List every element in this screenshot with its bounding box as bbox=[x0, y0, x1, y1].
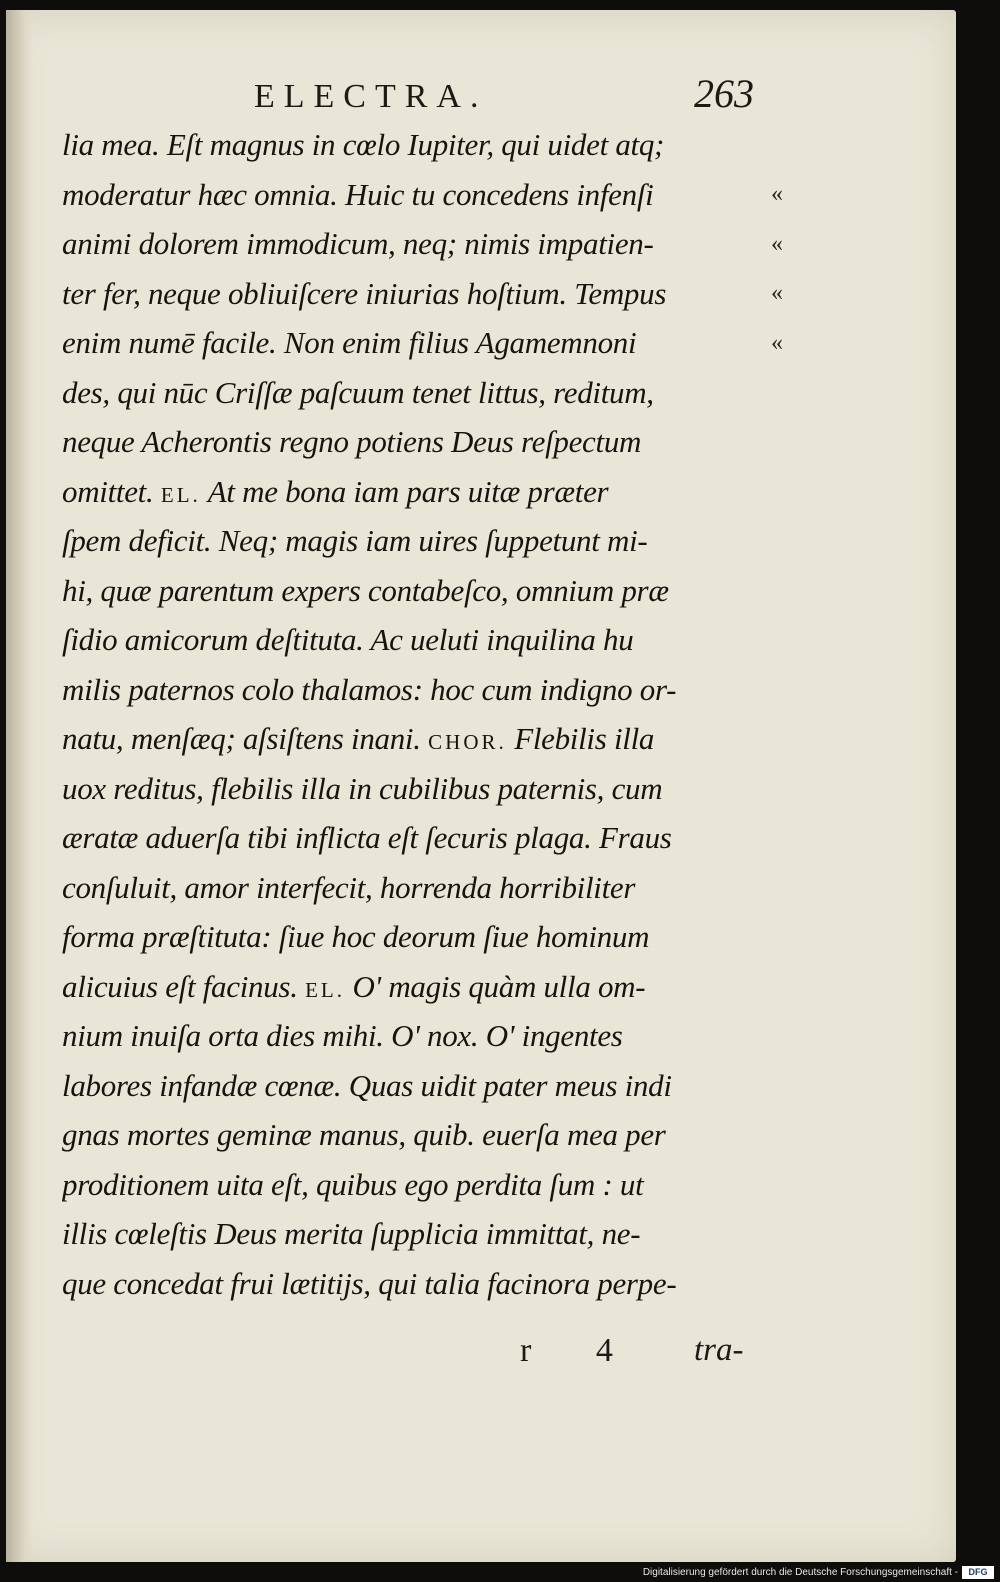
margin-quote-mark: « bbox=[771, 280, 783, 306]
text-line: ter fer, neque obliuiſcere iniurias hoſtium. Tempus bbox=[62, 275, 667, 311]
text-line: æratæ aduerſa tibi inflicta eſt ſecuris plaga. Fraus bbox=[62, 820, 672, 855]
speaker-label: EL. bbox=[305, 977, 346, 1002]
text-line: des, qui nūc Criſſæ paſcuum tenet littus, reditum, bbox=[62, 374, 654, 410]
margin-quote-mark: « bbox=[771, 181, 783, 207]
book-page bbox=[6, 10, 956, 1562]
text-line: gnas mortes geminæ manus, quib. euerſa mea per bbox=[62, 1117, 666, 1152]
margin-quote-mark: « bbox=[771, 329, 783, 356]
catchword: tra- bbox=[694, 1332, 744, 1368]
text-line: illis cœleſtis Deus merita ſupplicia immittat, ne- bbox=[62, 1216, 641, 1251]
signature-mark: r 4 bbox=[520, 1332, 641, 1369]
body-text bbox=[62, 120, 762, 1308]
text-line: milis paternos colo thalamos: hoc cum indigno or- bbox=[62, 671, 677, 707]
text-line: nium inuiſa orta dies mihi. O' nox. O' ingentes bbox=[62, 1018, 623, 1053]
speaker-label: CHOR. bbox=[428, 730, 507, 754]
text-line: hi, quæ parentum expers contabeſco, omnium præ bbox=[62, 572, 669, 608]
text-line: que concedat frui lætitijs, qui talia facinora perpe- bbox=[62, 1265, 677, 1301]
text-line: moderatur hæc omnia. Huic tu concedens infenſi bbox=[62, 176, 654, 212]
digitization-credit: Digitalisierung gefördert durch die Deutsche Forschungsgemeinschaft - bbox=[642, 1567, 958, 1578]
page-spine-shadow bbox=[6, 10, 32, 1562]
text-line: ſidio amicorum deſtituta. Ac ueluti inquilina hu bbox=[62, 622, 634, 657]
running-title: ELECTRA. bbox=[254, 78, 488, 115]
text-line: enim numē facile. Non enim filius Agamemnoni bbox=[62, 325, 637, 360]
text-line: proditionem uita eſt, quibus ego perdita ſum : ut bbox=[62, 1166, 644, 1202]
margin-quote-mark: « bbox=[771, 230, 783, 257]
text-line: ſpem deficit. Neq; magis iam uires ſuppetunt mi- bbox=[62, 523, 648, 558]
text-line: alicuius eſt facinus. EL. O' magis quàm ulla om- bbox=[62, 968, 646, 1004]
dfg-logo: DFG bbox=[962, 1566, 994, 1579]
text-line: labores infandæ cœnæ. Quas uidit pater meus indi bbox=[62, 1067, 672, 1103]
page-number: 263 bbox=[694, 71, 754, 116]
text-line: neque Acherontis regno potiens Deus reſpectum bbox=[62, 424, 642, 459]
text-line: natu, menſæq; aſsiſtens inani. CHOR. Flebilis illa bbox=[62, 721, 655, 756]
margin-quotation-marks bbox=[771, 170, 811, 368]
text-line: conſuluit, amor interfecit, horrenda horribiliter bbox=[62, 869, 636, 905]
text-line: omittet. EL. At me bona iam pars uitæ præter bbox=[62, 473, 609, 509]
speaker-label: EL. bbox=[160, 482, 201, 507]
text-line: lia mea. Eſt magnus in cœlo Iupiter, qui uidet atq; bbox=[62, 127, 665, 162]
text-line: uox reditus, flebilis illa in cubilibus paternis, cum bbox=[62, 770, 663, 806]
text-line: animi dolorem immodicum, neq; nimis impatien- bbox=[62, 226, 654, 261]
text-line: forma præſtituta: ſiue hoc deorum ſiue hominum bbox=[62, 919, 650, 954]
page-footer bbox=[6, 1332, 956, 1382]
